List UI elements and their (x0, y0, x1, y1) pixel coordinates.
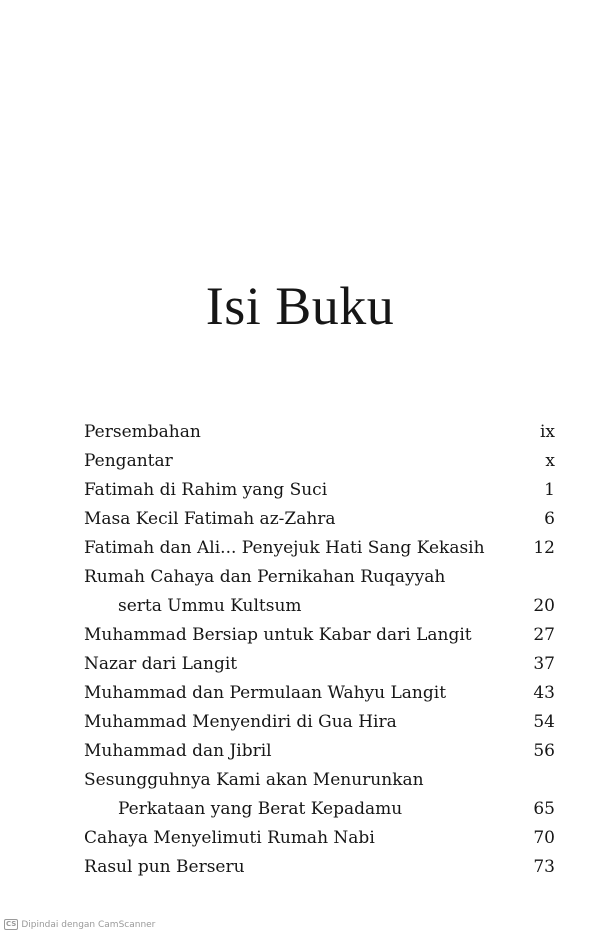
scanner-watermark (4, 919, 155, 930)
toc-entry-title: Sesungguhnya Kami akan Menurunkan (84, 770, 424, 790)
toc-entry (84, 737, 555, 766)
toc-entry-title-continuation: Perkataan yang Berat Kepadamu (118, 799, 403, 819)
scanner-watermark-text: Dipindai dengan CamScanner (21, 919, 156, 930)
toc-entry (84, 621, 555, 650)
toc-entry-page-number: 54 (533, 712, 555, 732)
toc-entry (84, 650, 555, 679)
toc-entry-title: Nazar dari Langit (84, 654, 238, 674)
toc-entry-title: Fatimah di Rahim yang Suci (84, 480, 328, 500)
toc-entry (84, 708, 555, 737)
toc-entry (84, 766, 555, 824)
toc-entry-page-number: 20 (533, 596, 555, 616)
camscanner-logo-icon: CS (6, 920, 17, 928)
toc-entry-title: Muhammad Bersiap untuk Kabar dari Langit (84, 625, 472, 645)
toc-entry-title-continuation: serta Ummu Kultsum (118, 596, 302, 616)
toc-entry-title: Fatimah dan Ali... Penyejuk Hati Sang Kekasih (84, 538, 485, 558)
toc-entry-page-number: 73 (533, 857, 555, 877)
toc-entry-page-number: 37 (533, 654, 555, 674)
toc-entry-page-number: 6 (544, 509, 555, 529)
toc-entry-page-number: 65 (533, 799, 555, 819)
toc-entry-title: Persembahan (84, 422, 201, 442)
toc-entry-title: Muhammad Menyendiri di Gua Hira (84, 712, 397, 732)
toc-entry-title: Pengantar (84, 451, 173, 471)
toc-entry-title: Rumah Cahaya dan Pernikahan Ruqayyah (84, 567, 446, 587)
toc-entry-title: Muhammad dan Permulaan Wahyu Langit (84, 683, 447, 703)
table-of-contents (84, 418, 555, 882)
toc-entry (84, 534, 555, 563)
toc-entry-title: Cahaya Menyelimuti Rumah Nabi (84, 828, 375, 848)
toc-entry-page-number: 56 (533, 741, 555, 761)
toc-entry-page-number: ix (539, 422, 555, 442)
toc-entry-page-number: 70 (533, 828, 555, 848)
toc-entry (84, 563, 555, 621)
toc-entry-title: Muhammad dan Jibril (84, 741, 272, 761)
toc-entry-title: Rasul pun Berseru (84, 857, 245, 877)
page-title: Isi Buku (205, 276, 395, 336)
toc-entry (84, 476, 555, 505)
toc-entry (84, 853, 555, 882)
toc-entry-page-number: 43 (533, 683, 555, 703)
toc-entry-page-number: 27 (533, 625, 555, 645)
toc-entry-page-number: x (545, 451, 555, 471)
toc-entry (84, 824, 555, 853)
toc-entry-title: Masa Kecil Fatimah az-Zahra (84, 509, 336, 529)
toc-entry (84, 679, 555, 708)
toc-entry-page-number: 12 (533, 538, 555, 558)
toc-entry (84, 505, 555, 534)
toc-entry (84, 418, 555, 447)
toc-entry (84, 447, 555, 476)
toc-entry-page-number: 1 (544, 480, 555, 500)
